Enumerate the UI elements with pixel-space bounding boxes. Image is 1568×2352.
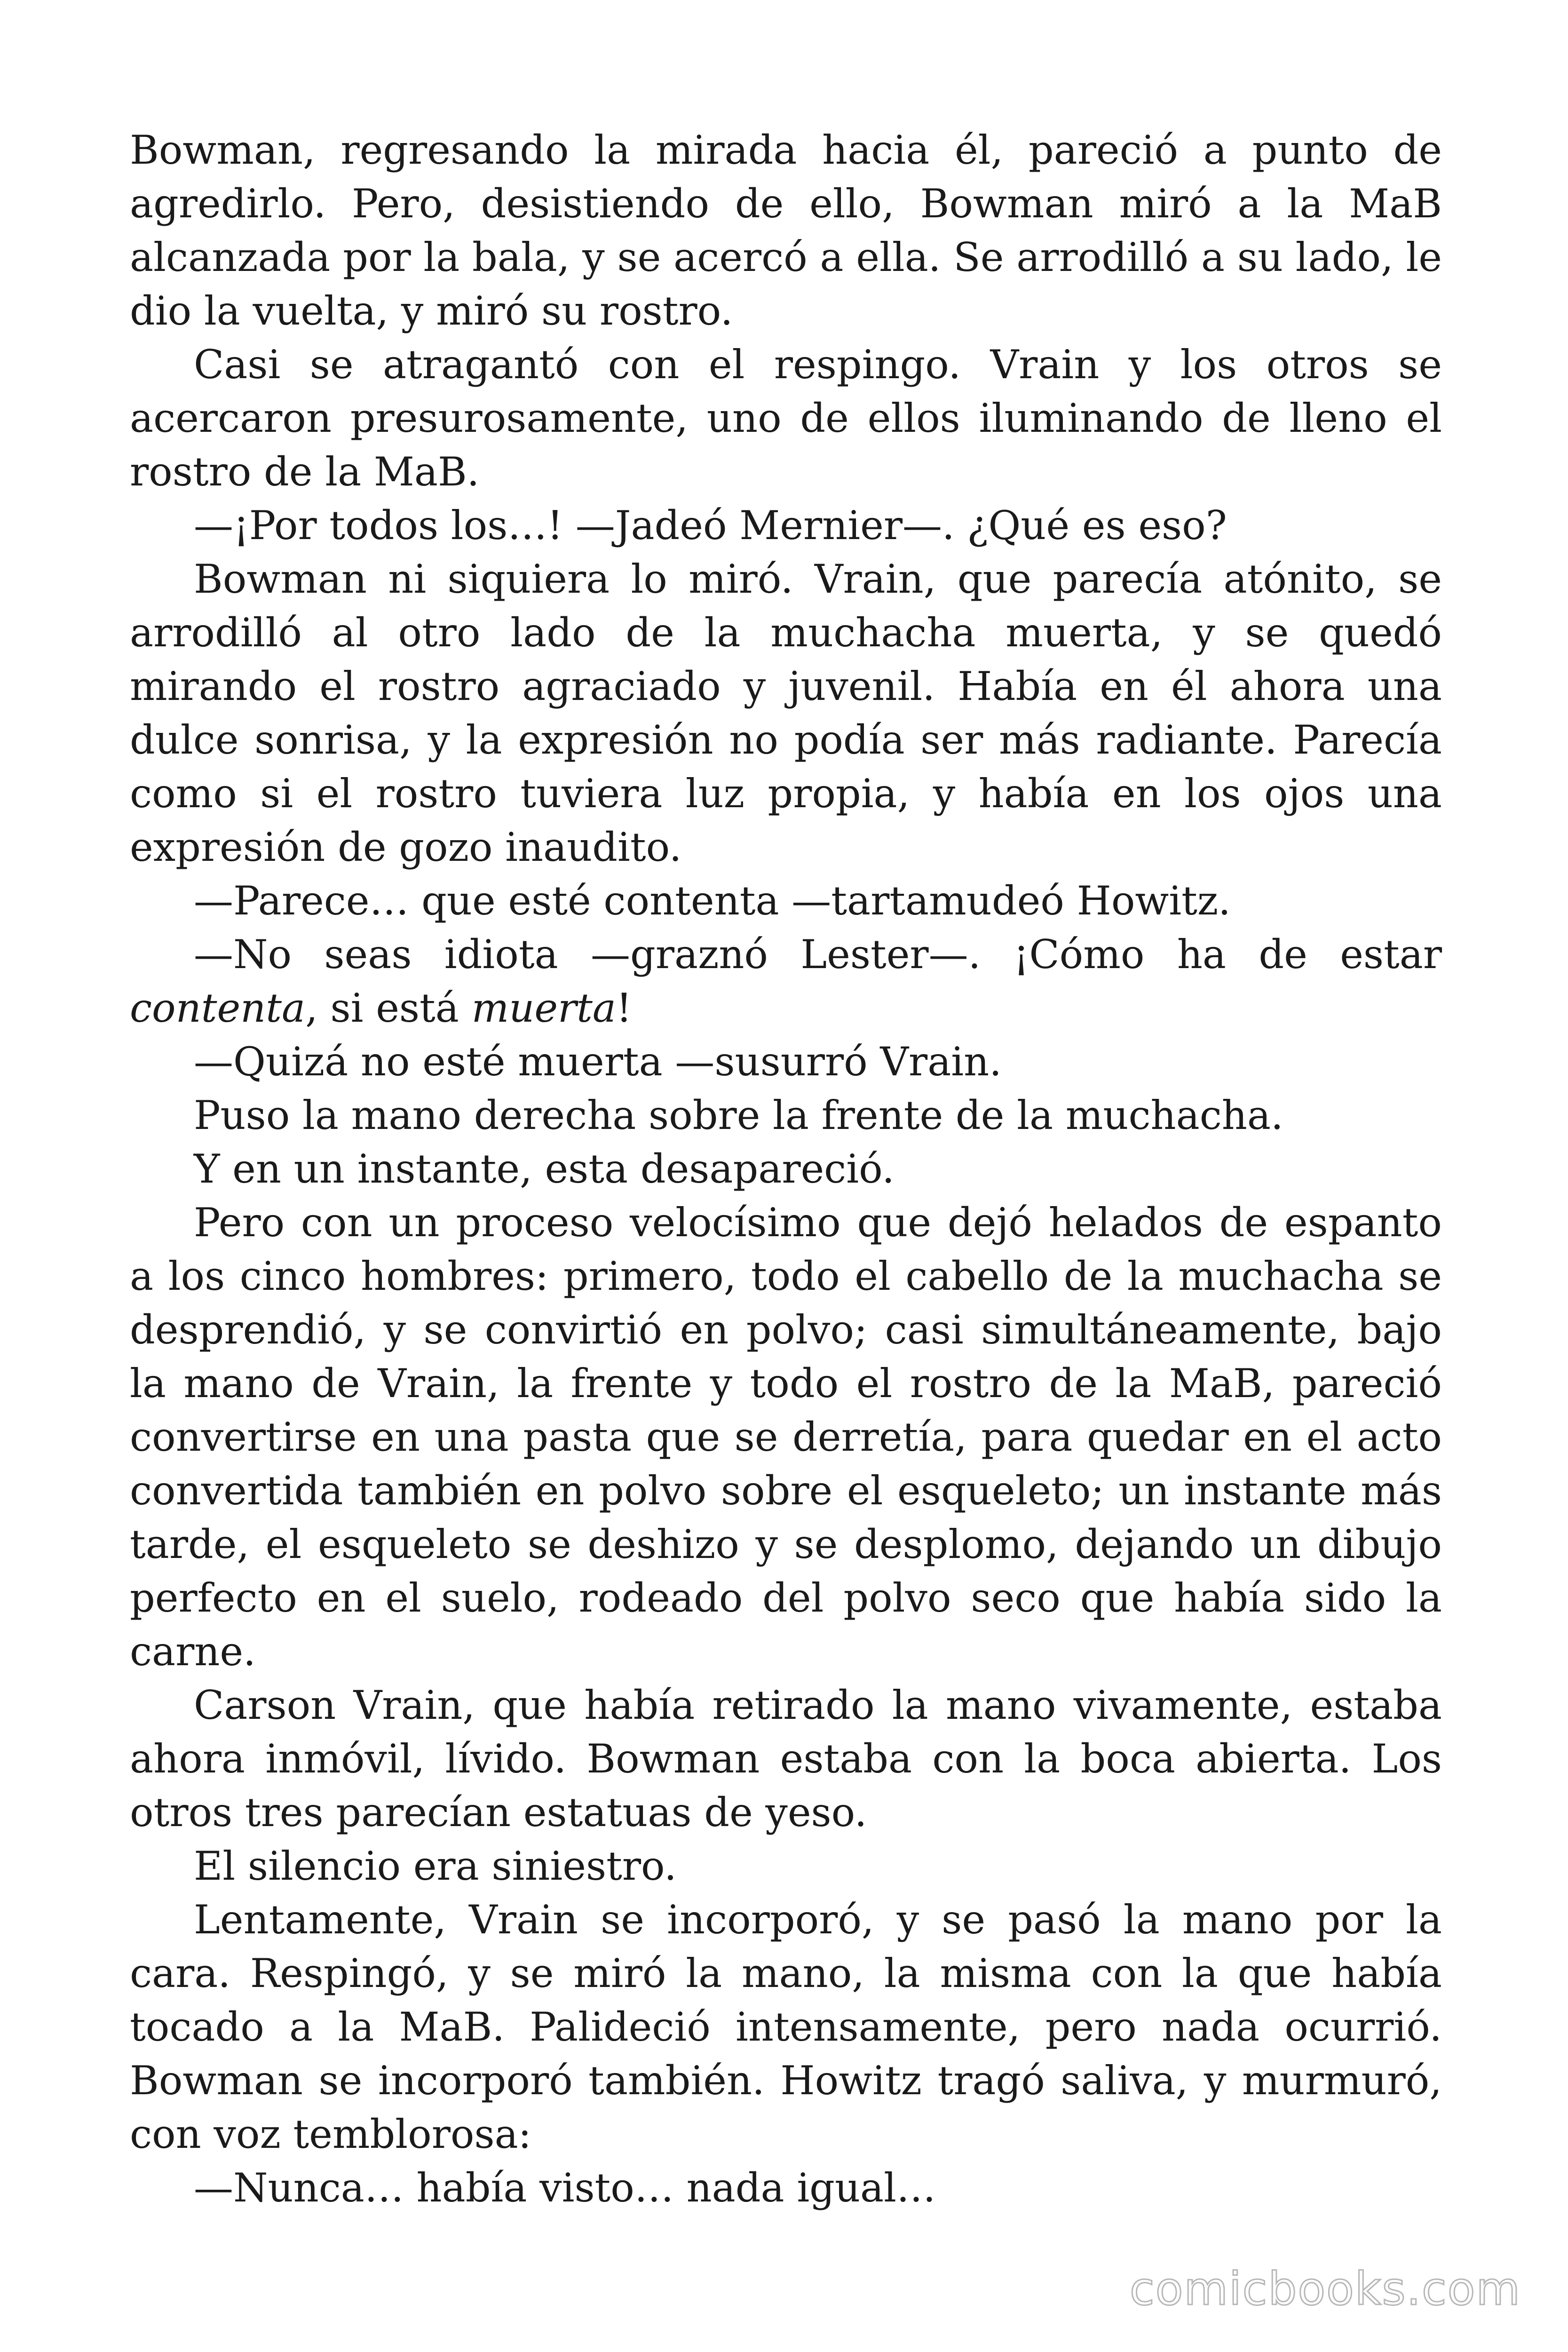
paragraph-13: Lentamente, Vrain se incorporó, y se pasó la mano por la cara. Respingó, y se miró la mano, la misma con la que había tocado a la MaB. Palideció intensamente, pero nada ocurrió. Bowman se incorporó también. Howitz tragó saliva, y murmuró, con voz temblorosa: [130, 1897, 1442, 2157]
paragraph-4: Bowman ni siquiera lo miró. Vrain, que parecía atónito, se arrodilló al otro lado de la muchacha muerta, y se quedó mirando el rostro agraciado y juvenil. Había en él ahora una dulce sonrisa, y la expresión no podía ser más radiante. Parecía como si el rostro tuviera luz propia, y había en los ojos una expresión de gozo inaudito. [130, 556, 1442, 870]
paragraph-5: —Parece… que esté contenta —tartamudeó Howitz. [194, 878, 1231, 924]
paragraph-7: —Quizá no esté muerta —susurró Vrain. [194, 1039, 1002, 1085]
paragraph-1: Bowman, regresando la mirada hacia él, pareció a punto de agredirlo. Pero, desistiendo de ello, Bowman miró a la MaB alcanzada por la bala, y se acercó a ella. Se arrodilló a su lado, le dio la vuelta, y miró su rostro. [130, 127, 1442, 334]
page-body [130, 123, 1442, 2215]
paragraph-6-part-c: , si está [305, 985, 472, 1031]
paragraph-3: —¡Por todos los…! —Jadeó Mernier—. ¿Qué es eso? [194, 502, 1227, 548]
watermark: comicbooks.com [1129, 2263, 1521, 2315]
paragraph-2: Casi se atragantó con el respingo. Vrain y los otros se acercaron presurosamente, uno de ellos iluminando de lleno el rostro de la MaB. [130, 342, 1442, 495]
paragraph-8: Puso la mano derecha sobre la frente de la muchacha. [194, 1092, 1283, 1138]
paragraph-14: —Nunca… había visto… nada igual… [194, 2165, 936, 2211]
paragraph-11: Carson Vrain, que había retirado la mano vivamente, estaba ahora inmóvil, lívido. Bowman estaba con la boca abierta. Los otros tres parecían estatuas de yeso. [130, 1682, 1442, 1836]
paragraph-10: Pero con un proceso velocísimo que dejó helados de espanto a los cinco hombres: primero, todo el cabello de la muchacha se desprendió, y se convirtió en polvo; casi simultáneamente, bajo la mano de Vrain, la frente y todo el rostro de la MaB, pareció convertirse en una pasta que se derretía, para quedar en el acto convertida también en polvo sobre el esqueleto; un instante más tarde, el esqueleto se deshizo y se desplomo, dejando un dibujo perfecto en el suelo, rodeado del polvo seco que había sido la carne. [130, 1200, 1442, 1675]
paragraph-6 [130, 928, 1442, 1035]
paragraph-9: Y en un instante, esta desapareció. [194, 1146, 895, 1192]
paragraph-6-emphasis-muerta: muerta [471, 985, 617, 1031]
paragraph-12: El silencio era siniestro. [194, 1843, 677, 1889]
paragraph-6-emphasis-contenta: contenta [130, 985, 306, 1031]
paragraph-6-part-e: ! [616, 985, 632, 1031]
paragraph-6-part-a: —No seas idiota —graznó Lester—. ¡Cómo ha de estar [194, 931, 1442, 977]
